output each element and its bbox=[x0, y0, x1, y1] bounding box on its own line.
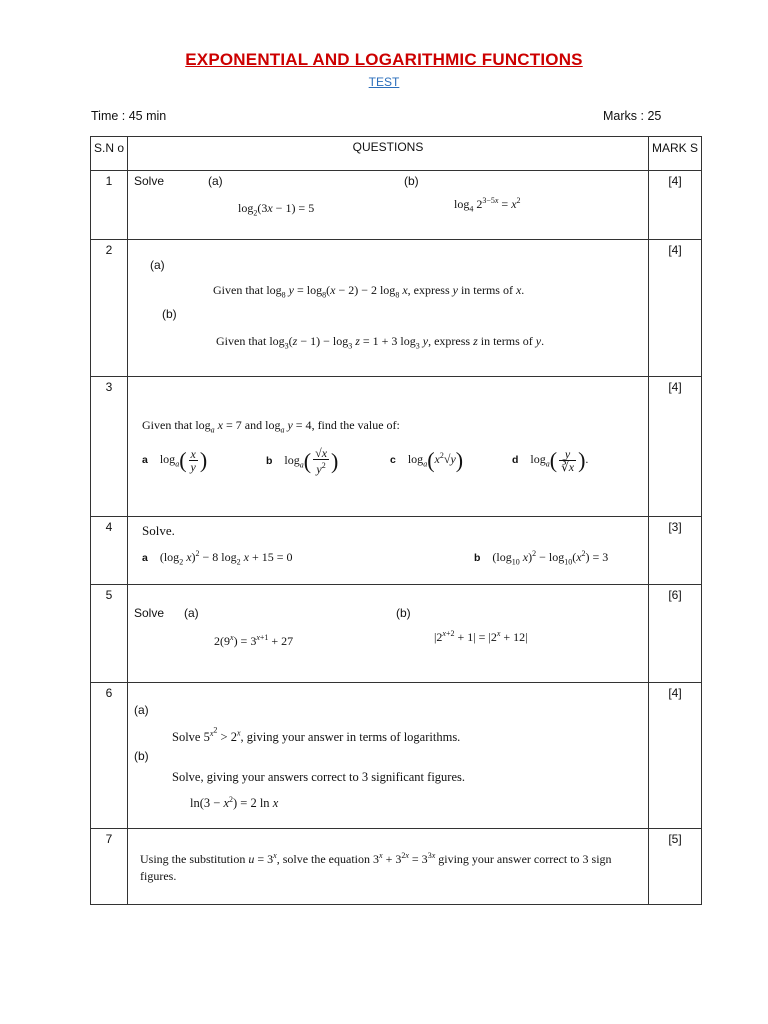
table-row bbox=[91, 517, 702, 585]
question-3-intro: Given that $\log_a x = 7$ and $\log_a y = 4$, find the value of: bbox=[142, 418, 400, 435]
part-a: a $\log_a$( $\frac{x}{y}$ ) bbox=[142, 446, 208, 474]
part-a-label: (a) bbox=[134, 703, 149, 717]
part-b-label: (b) bbox=[396, 606, 411, 620]
question-cell bbox=[128, 377, 649, 517]
question-cell bbox=[128, 240, 649, 377]
table-row bbox=[91, 829, 702, 905]
questions-table bbox=[90, 136, 702, 905]
question-marks: [4] bbox=[649, 377, 702, 517]
part-a-label: (a) bbox=[184, 606, 199, 620]
equation-6b: $\ln(3 - x^2) = 2$ ln x bbox=[190, 795, 279, 811]
part-a-label: (a) bbox=[208, 174, 223, 188]
table-row bbox=[91, 683, 702, 829]
marks-header: MARK S bbox=[649, 137, 702, 171]
table-row bbox=[91, 240, 702, 377]
table-row bbox=[91, 585, 702, 683]
solve-label: Solve bbox=[134, 174, 165, 188]
part-b-label: (b) bbox=[404, 174, 419, 188]
question-cell bbox=[128, 517, 649, 585]
question-7-text-cont: figures. bbox=[140, 869, 177, 883]
page-title: EXPONENTIAL AND LOGARITHMIC FUNCTIONS bbox=[185, 50, 583, 69]
part-a-label: (a) bbox=[150, 258, 165, 272]
part-b: b ($\log_{10}$ $x)^2 - \log_{10}(x^2) = 3$ bbox=[474, 549, 609, 567]
question-2b-text: Given that $\log_3(z - 1) - \log_3 z = 1 + 3$ $\log_3 y$, express z in terms of y. bbox=[216, 334, 545, 351]
question-6b-text: Solve, giving your answers correct to 3 significant figures. bbox=[172, 770, 465, 784]
questions-header: QUESTIONS bbox=[128, 137, 649, 171]
equation-1a: $\log_2(3x - 1) = 5$ bbox=[238, 201, 315, 218]
question-cell bbox=[128, 829, 649, 905]
part-c: c $\log_a(x^2√y)$ bbox=[390, 447, 464, 472]
question-number: 1 bbox=[91, 171, 128, 240]
equation-1b: $\log_4 2^{3-5x} = x^2$ bbox=[454, 196, 521, 214]
solve-label: Solve. bbox=[142, 523, 175, 538]
part-d: d $\log_a$( $\frac{y}{∛x}$ ). bbox=[512, 446, 589, 474]
question-6a-text: Solve $5^{x^2} > 2^x$, giving your answer in terms of logarithms. bbox=[172, 725, 461, 744]
part-b-label: (b) bbox=[162, 307, 177, 321]
question-marks: [5] bbox=[649, 829, 702, 905]
question-cell bbox=[128, 683, 649, 829]
question-marks: [3] bbox=[649, 517, 702, 585]
time-label: Time : 45 min bbox=[91, 109, 167, 123]
equation-5a: $2(9^x) = 3^{x+1} + 27$ bbox=[214, 633, 294, 648]
sno-header: S.N o bbox=[91, 137, 128, 171]
question-number: 5 bbox=[91, 585, 128, 683]
total-marks-label: Marks : 25 bbox=[603, 109, 662, 123]
table-row bbox=[91, 377, 702, 517]
question-7-text: Using the substitution $u = 3^x$, solve the equation $3^x + 3^{2x} = 3^{3x}$ giving your answer correct to 3 sign bbox=[140, 851, 612, 866]
question-marks: [4] bbox=[649, 240, 702, 377]
part-b: b $\log_a$( $\frac{√x}{y^2}$ ) bbox=[266, 446, 339, 476]
question-2a-text: Given that $\log_8 y = \log_8(x - 2) - 2$ $\log_8 x$, express y in terms of x. bbox=[213, 283, 525, 300]
question-number: 6 bbox=[91, 683, 128, 829]
page-subtitle: TEST bbox=[368, 75, 400, 89]
question-cell bbox=[128, 171, 649, 240]
solve-label: Solve bbox=[134, 606, 165, 620]
question-marks: [6] bbox=[649, 585, 702, 683]
question-number: 4 bbox=[91, 517, 128, 585]
question-number: 2 bbox=[91, 240, 128, 377]
equation-5b: $|2^{x+2} + 1| = |2^x + 12|$ bbox=[434, 629, 528, 644]
table-row bbox=[91, 171, 702, 240]
question-number: 3 bbox=[91, 377, 128, 517]
part-a: a ($\log_2$ x)$^2$ − 8 $\log_2 x + 15 = 0$ bbox=[142, 549, 293, 567]
question-marks: [4] bbox=[649, 683, 702, 829]
question-number: 7 bbox=[91, 829, 128, 905]
part-b-label: (b) bbox=[134, 749, 149, 763]
question-marks: [4] bbox=[649, 171, 702, 240]
question-cell bbox=[128, 585, 649, 683]
table-header-row bbox=[91, 137, 702, 171]
